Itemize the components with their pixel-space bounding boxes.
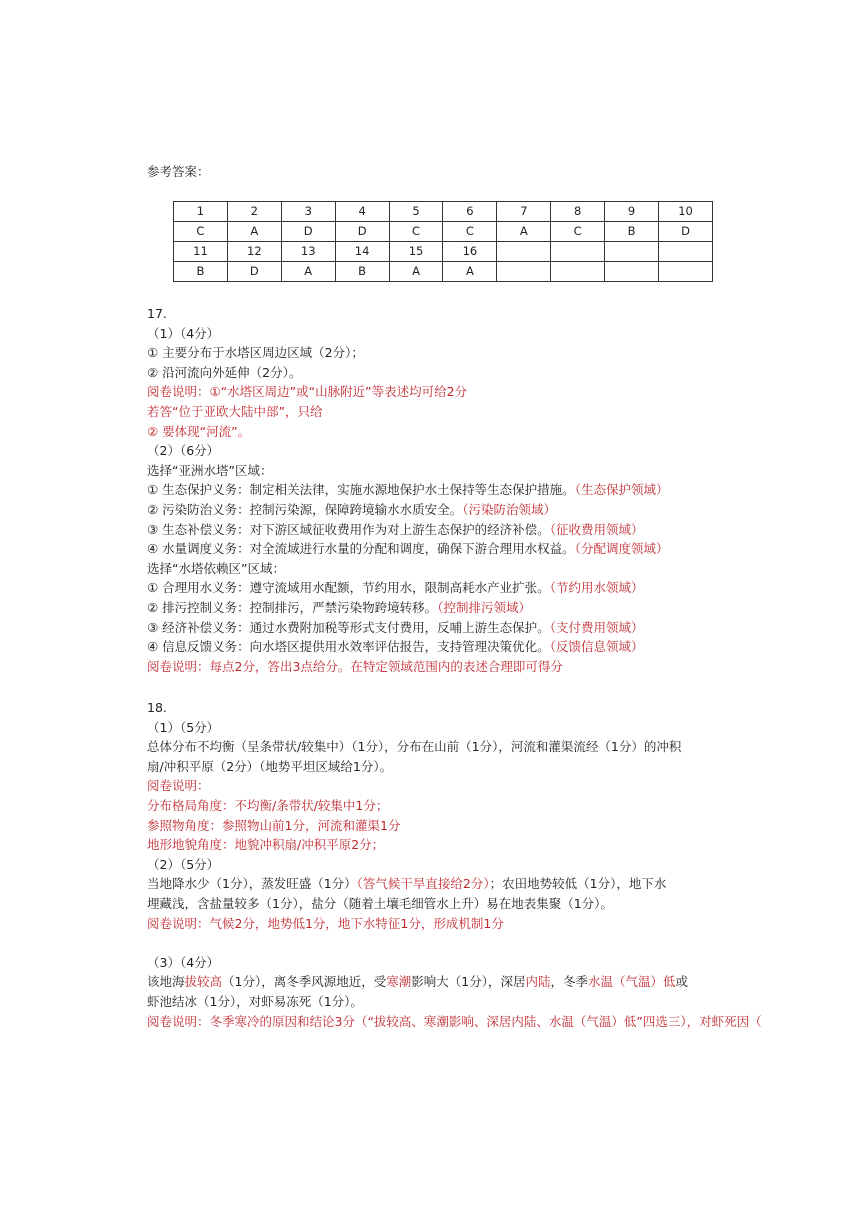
answer-table-cell: 13 [281, 242, 335, 262]
q17-tower-duty-3-domain: （征收费用领域） [549, 521, 644, 537]
answer-table-row [174, 262, 713, 282]
q18-part2-climate-note: （答气候干旱直接给2分） [356, 876, 490, 892]
answer-table-cell: 10 [659, 202, 713, 222]
answer-table-cell: C [551, 222, 605, 242]
q17-dependent-duty-4: ④ 信息反馈义务：向水塔区提供用水效率评估报告，支持管理决策优化。（反馈信息领域） [147, 639, 644, 655]
answer-table-cell [605, 262, 659, 282]
q18-marking-note-4: 地形地貌角度：地貌冲积扇/冲积平原2分； [147, 837, 385, 853]
q17-marking-note-3: ② 要体现“河流”。 [147, 423, 251, 439]
answer-table-cell: D [227, 262, 281, 282]
q17-tower-duty-2: ② 污染防治义务：控制污染源，保障跨境输水水质安全。（污染防治领域） [147, 501, 556, 517]
answer-table-cell: A [497, 222, 551, 242]
q18-part1-line-2: 扇/冲积平原（2分）（地势平坦区域给1分）。 [147, 758, 393, 774]
q17-dependent-duty-1: ① 合理用水义务：遵守流域用水配额，节约用水，限制高耗水产业扩张。（节约用水领域） [147, 580, 644, 596]
q17-dependent-duty-2: ② 排污控制义务：控制排污，严禁污染物跨境转移。（控制排污领域） [147, 599, 531, 615]
q18-part2-line-1: 当地降水少（1分），蒸发旺盛（1分）（答气候干旱直接给2分）；农田地势较低（1分），地下水 [147, 876, 667, 892]
spacer [147, 933, 827, 953]
answer-table-cell [659, 242, 713, 262]
q17-tower-duty-3: ③ 生态补偿义务：对下游区域征收费用作为对上游生态保护的经济补偿。（征收费用领域） [147, 521, 644, 537]
answer-table-cell: 11 [174, 242, 228, 262]
q18-part1-line-1: 总体分布不均衡（呈条带状/较集中）（1分），分布在山前（1分），河流和灌渠流经（1分）的冲积 [147, 739, 682, 755]
answer-table-row [174, 242, 713, 262]
q18-number: 18. [147, 700, 167, 715]
answer-table-cell: C [443, 222, 497, 242]
answer-table-cell: 7 [497, 202, 551, 222]
answer-table-cell: A [227, 222, 281, 242]
answer-table-cell: D [335, 222, 389, 242]
q17-number: 17. [147, 306, 167, 321]
answer-table-cell: 4 [335, 202, 389, 222]
answer-table-cell: 1 [174, 202, 228, 222]
q18-marking-note-2: 分布格局角度：不均衡/条带状/较集中1分； [147, 797, 389, 813]
q18-part1-header: （1）（5分） [147, 719, 220, 735]
answer-table-cell: D [659, 222, 713, 242]
answer-table-cell: 15 [389, 242, 443, 262]
answer-table-cell: B [605, 222, 659, 242]
q18-marking-note-3: 参照物角度：参照物山前1分，河流和灌渠1分 [147, 817, 401, 833]
question-18 [147, 698, 827, 1031]
q17-tower-duty-4: ④ 水量调度义务：对全流域进行水量的分配和调度，确保下游合理用水权益。（分配调度领域） [147, 541, 669, 557]
answer-table-cell: 16 [443, 242, 497, 262]
answer-table-cell [551, 262, 605, 282]
q17-choice-tower: 选择“亚洲水塔”区域： [147, 462, 273, 478]
q17-dependent-duty-1-domain: （节约用水领域） [549, 580, 644, 596]
q17-tower-duty-4-domain: （分配调度领域） [574, 541, 669, 557]
answer-table-cell: C [389, 222, 443, 242]
answer-table-cell: 8 [551, 202, 605, 222]
q17-tower-duty-1-domain: （生态保护领域） [574, 482, 669, 498]
q18-part3-line-1: 该地海拔较高（1分），离冬季风源地近，受寒潮影响大（1分），深居内陆，冬季水温（气温）低或 [147, 974, 689, 990]
answer-table-cell: 3 [281, 202, 335, 222]
answer-table-cell: D [281, 222, 335, 242]
q17-part1-point-a: ① 主要分布于水塔区周边区域（2分）； [147, 345, 364, 361]
answer-table-cell: 12 [227, 242, 281, 262]
q17-part1-header: （1）（4分） [147, 325, 220, 341]
answer-table [173, 201, 713, 282]
answer-table-cell: B [174, 262, 228, 282]
answer-table-cell [659, 262, 713, 282]
q18-part3-line-2: 虾池结冰（1分），对虾易冻死（1分）。 [147, 993, 363, 1009]
answer-table-cell [551, 242, 605, 262]
question-17 [147, 304, 827, 676]
q17-choice-dependent: 选择“水塔依赖区”区域： [147, 560, 285, 576]
answer-table-row [174, 202, 713, 222]
q18-part3-header: （3）（4分） [147, 954, 220, 970]
q17-tower-duty-2-domain: （污染防治领域） [462, 501, 556, 517]
q17-dependent-duty-4-domain: （反馈信息领域） [549, 639, 644, 655]
answer-table-cell: B [335, 262, 389, 282]
q18-part2-line-2: 埋藏浅，含盐量较多（1分），盐分（随着土壤毛细管水上升）易在地表集聚（1分）。 [147, 895, 613, 911]
answer-table-cell: 9 [605, 202, 659, 222]
q17-dependent-duty-3: ③ 经济补偿义务：通过水费附加税等形式支付费用，反哺上游生态保护。（支付费用领域） [147, 619, 644, 635]
q18-marking-note-1: 阅卷说明： [147, 778, 210, 794]
answer-table-cell: C [174, 222, 228, 242]
answer-table-row [174, 222, 713, 242]
q18-marking-note-5: 阅卷说明：气候2分，地势低1分，地下水特征1分，形成机制1分 [147, 915, 504, 931]
q17-dependent-duty-3-domain: （支付费用领域） [549, 619, 644, 635]
q17-marking-note-1: 阅卷说明：①“水塔区周边”或“山脉附近”等表述均可给2分 [147, 384, 468, 400]
q18-marking-note-6: 阅卷说明：冬季寒冷的原因和结论3分（“拔较高、寒潮影响、深居内陆、水温（气温）低”四选三），对虾死因（ [147, 1013, 762, 1029]
answer-table-cell [605, 242, 659, 262]
q18-part2-header: （2）（5分） [147, 856, 220, 872]
answer-heading: 参考答案： [147, 164, 210, 179]
answer-table-cell: 2 [227, 202, 281, 222]
answer-table-cell: 5 [389, 202, 443, 222]
q17-part2-header: （2）（6分） [147, 443, 220, 459]
q17-tower-duty-1: ① 生态保护义务：制定相关法律，实施水源地保护水土保持等生态保护措施。（生态保护领域） [147, 482, 669, 498]
answer-table-cell: 6 [443, 202, 497, 222]
answer-table-cell [497, 242, 551, 262]
answer-table-cell: A [443, 262, 497, 282]
answer-table-cell [497, 262, 551, 282]
answer-table-cell: A [389, 262, 443, 282]
answer-table-cell: A [281, 262, 335, 282]
q17-dependent-duty-2-domain: （控制排污领域） [437, 599, 531, 615]
q17-marking-note-4: 阅卷说明：每点2分，答出3点给分。在特定领域范围内的表述合理即可得分 [147, 658, 563, 674]
q17-marking-note-2: 若答“位于亚欧大陆中部”，只给 [147, 403, 323, 419]
answer-table-cell: 14 [335, 242, 389, 262]
q17-part1-point-b: ② 沿河流向外延伸（2分）。 [147, 364, 302, 380]
